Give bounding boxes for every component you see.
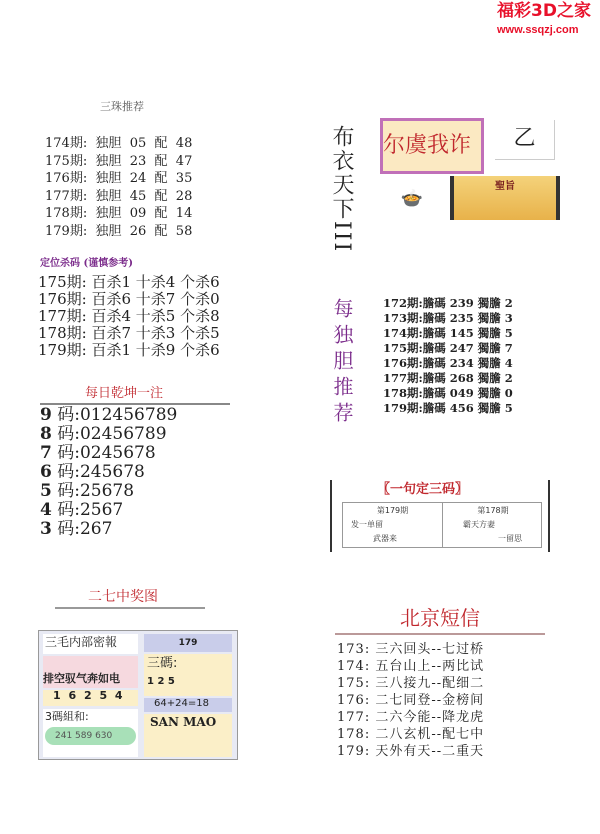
section-title-qiankun: 每日乾坤一注 <box>85 386 164 401</box>
list-item: 177期: 百杀4 十杀5 个杀8 <box>38 307 220 325</box>
list-item: 5 码:25678 <box>40 481 135 501</box>
list-item: 176期:膽碼 234 獨膽 4 <box>383 356 513 370</box>
list-item: 9 码:012456789 <box>40 405 178 425</box>
ermao-slogan: 排空驭气奔如电 <box>43 656 138 688</box>
ermao-formula: 64+24=18 <box>144 698 232 712</box>
section-title-dudan: 三珠推荐 <box>100 100 144 113</box>
divider <box>55 607 205 609</box>
list-item: 179期: 百杀1 十杀9 个杀6 <box>38 341 220 359</box>
section-title-ermao: 二七中奖图 <box>88 589 158 605</box>
section-title-beijing: 北京短信 <box>400 606 480 630</box>
list-item: 177: 二六今能--降龙虎 <box>337 710 485 725</box>
scroll: 聖旨 <box>450 176 560 220</box>
list-item: 176: 二七同登--金榜间 <box>337 693 485 708</box>
section-title-buyi: 布衣天下III <box>329 125 354 254</box>
list-item: 178期:膽碼 049 獨膽 0 <box>383 386 513 400</box>
divider <box>335 633 545 635</box>
sanma-col: 第179期 发一单留 武器来 <box>343 503 443 547</box>
sanma-box <box>330 480 550 552</box>
ermao-image <box>38 630 238 760</box>
list-item: 176期: 独胆 24 配 35 <box>45 171 193 186</box>
puzzle-side: 乙 <box>495 120 555 160</box>
dudan-tuijian-list <box>383 296 513 416</box>
sanma-col: 第178期 霸天方妻 一留思 <box>463 506 522 543</box>
list-item: 173: 三六回头--七过桥 <box>337 642 485 657</box>
sanma-title: 〖一句定三码〗 <box>377 482 469 497</box>
ermao-nums: 1 6 2 5 4 <box>43 690 138 706</box>
ermao-sanma: 三碼: 1 2 5 <box>144 654 232 696</box>
buyi-image <box>380 118 572 228</box>
watermark-url: www.ssqzj.com <box>497 24 579 36</box>
ermao-brand: SAN MAO <box>144 714 232 757</box>
list-item: 175期: 百杀1 十杀4 个杀6 <box>38 273 220 291</box>
list-item: 4 码:2567 <box>40 500 124 520</box>
watermark-title: 福彩3D之家 <box>497 1 591 21</box>
list-item: 6 码:245678 <box>40 462 145 482</box>
food-icon: 🍲 <box>400 188 424 209</box>
ermao-combo: 3碼組和: 241 589 630 <box>43 709 138 757</box>
list-item: 3 码:267 <box>40 519 113 539</box>
list-item: 172期:膽碼 239 獨膽 2 <box>383 296 513 310</box>
dudan-list <box>45 135 192 240</box>
puzzle-text: 尔虞我诈 <box>380 118 484 174</box>
list-item: 176期: 百杀6 十杀7 个杀0 <box>38 290 220 308</box>
list-item: 175期: 独胆 23 配 47 <box>45 153 193 169</box>
list-item: 7 码:0245678 <box>40 443 156 463</box>
list-item: 179期:膽碼 456 獨膽 5 <box>383 401 513 415</box>
beijing-list <box>337 641 484 760</box>
list-item: 173期:膽碼 235 獨膽 3 <box>383 311 513 325</box>
list-item: 177期: 独胆 45 配 28 <box>45 188 193 204</box>
list-item: 174期: 独胆 05 配 48 <box>45 136 193 151</box>
list-item: 174期:膽碼 145 獨膽 5 <box>383 326 513 340</box>
section-title-dudan-tuijian: 每独胆推荐 <box>330 298 354 428</box>
list-item: 8 码:02456789 <box>40 424 167 444</box>
list-item: 175: 三八接九--配细二 <box>337 676 485 691</box>
list-item: 177期:膽碼 268 獨膽 2 <box>383 371 513 385</box>
list-item: 174: 五台山上--两比试 <box>337 659 485 674</box>
qiankun-list <box>40 406 177 539</box>
list-item: 178: 二八玄机--配七中 <box>337 727 485 742</box>
list-item: 179: 天外有天--二重天 <box>337 744 485 759</box>
section-title-kill: 定位杀码 (谨慎参考) <box>40 258 133 269</box>
ermao-head: 三毛内部密報 <box>43 634 138 654</box>
list-item: 179期: 独胆 26 配 58 <box>45 223 193 239</box>
sanma-table <box>342 502 542 548</box>
list-item: 178期: 百杀7 十杀3 个杀5 <box>38 324 220 342</box>
kill-list <box>38 274 220 359</box>
list-item: 178期: 独胆 09 配 14 <box>45 206 193 221</box>
list-item: 175期:膽碼 247 獨膽 7 <box>383 341 513 355</box>
ermao-period: 179 <box>144 634 232 652</box>
